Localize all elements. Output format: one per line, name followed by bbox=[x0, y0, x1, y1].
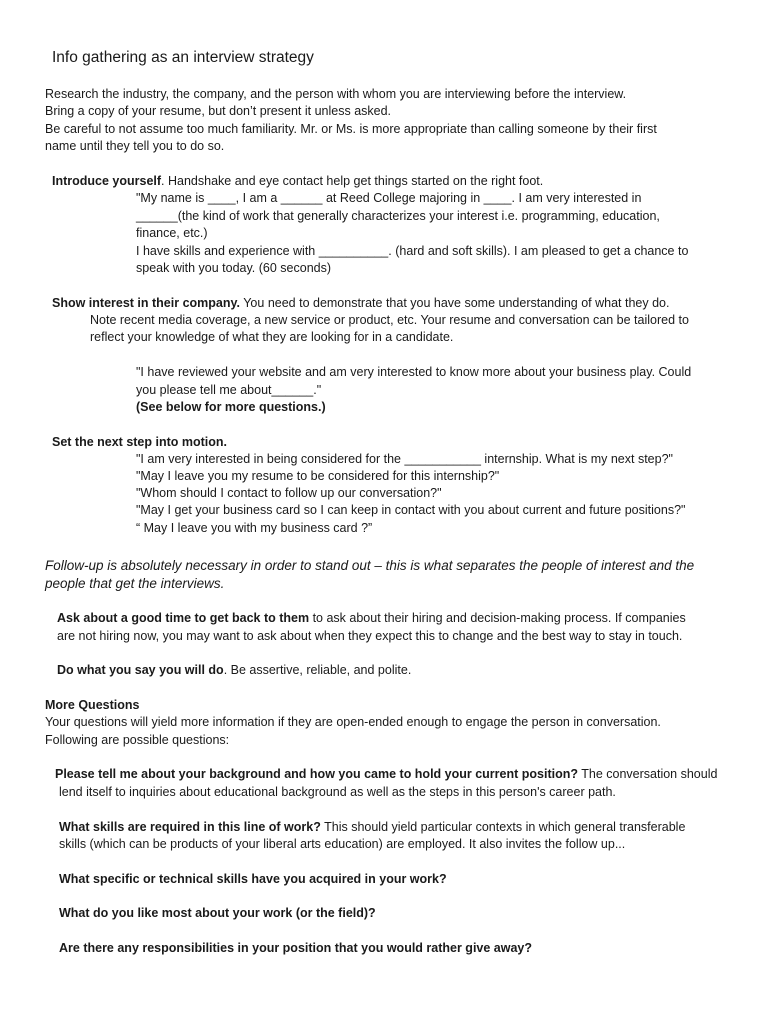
intro-line: Research the industry, the company, and the person with whom you are interviewing before the interview. bbox=[45, 87, 627, 101]
interest-line: Note recent media coverage, a new service or product, etc. Your resume and conversation can be tailored to bbox=[90, 313, 689, 327]
question-2 bbox=[59, 819, 685, 837]
question-2-line: skills (which can be products of your liberal arts education) are employed. It also invites the follow up... bbox=[59, 837, 626, 851]
interest-line: reflect your knowledge of what they are looking for in a candidate. bbox=[90, 330, 454, 344]
question-2-text: This should yield particular contexts in which general transferable bbox=[320, 820, 686, 834]
ask-paragraph bbox=[57, 610, 686, 628]
introduce-script-line: I have skills and experience with __________. (hard and soft skills). I am pleased to get a chance to bbox=[136, 244, 689, 258]
see-below-note: (See below for more questions.) bbox=[136, 400, 326, 414]
question-4: What do you like most about your work (or the field)? bbox=[59, 906, 376, 920]
next-step-line: "Whom should I contact to follow up our conversation?" bbox=[136, 486, 442, 500]
do-say-paragraph bbox=[57, 662, 411, 680]
intro-line: Bring a copy of your resume, but don’t present it unless asked. bbox=[45, 104, 392, 118]
next-step-heading: Set the next step into motion. bbox=[52, 435, 228, 449]
page-title: Info gathering as an interview strategy bbox=[52, 49, 314, 66]
more-questions-heading: More Questions bbox=[45, 698, 140, 712]
introduce-script-line: ______(the kind of work that generally characterizes your interest i.e. programming, education, bbox=[136, 209, 660, 223]
interest-paragraph bbox=[52, 295, 669, 313]
interest-text: You need to demonstrate that you have some understanding of what they do. bbox=[240, 296, 670, 310]
more-questions-line: Your questions will yield more information if they are open-ended enough to engage the person in conversation. bbox=[45, 715, 661, 729]
question-1 bbox=[55, 766, 717, 784]
ask-heading: Ask about a good time to get back to them bbox=[57, 611, 310, 625]
next-step-line: "May I leave you my resume to be considered for this internship?" bbox=[136, 469, 500, 483]
introduce-script-line: speak with you today. (60 seconds) bbox=[136, 261, 332, 275]
introduce-text: . Handshake and eye contact help get things started on the right foot. bbox=[161, 174, 544, 188]
ask-line: are not hiring now, you may want to ask about when they expect this to change and the best way to stay in touch. bbox=[57, 629, 683, 643]
more-questions-line: Following are possible questions: bbox=[45, 733, 230, 747]
introduce-script-line: finance, etc.) bbox=[136, 226, 208, 240]
question-1-text: The conversation should bbox=[578, 767, 718, 781]
do-say-text: . Be assertive, reliable, and polite. bbox=[223, 663, 412, 677]
interest-quote-line: you please tell me about______." bbox=[136, 383, 322, 397]
introduce-paragraph bbox=[52, 173, 543, 191]
question-1-heading: Please tell me about your background and how you came to hold your current position? bbox=[55, 767, 578, 781]
question-5: Are there any responsibilities in your position that you would rather give away? bbox=[59, 941, 533, 955]
question-3: What specific or technical skills have you acquired in your work? bbox=[59, 872, 447, 886]
introduce-heading: Introduce yourself bbox=[52, 174, 162, 188]
ask-text: to ask about their hiring and decision-making process. If companies bbox=[309, 611, 686, 625]
intro-line: name until they tell you to do so. bbox=[45, 139, 225, 153]
next-step-line: "I am very interested in being considered for the ___________ internship. What is my next step?" bbox=[136, 452, 673, 466]
interest-quote-line: "I have reviewed your website and am very interested to know more about your business play. Could bbox=[136, 365, 692, 379]
next-step-line: "May I get your business card so I can keep in contact with you about current and future positions?" bbox=[136, 503, 686, 517]
followup-line: Follow-up is absolutely necessary in order to stand out – this is what separates the people of interest and the bbox=[45, 558, 695, 573]
question-1-line: lend itself to inquiries about educational background as well as the steps in this person's career path. bbox=[59, 785, 616, 799]
do-say-heading: Do what you say you will do bbox=[57, 663, 224, 677]
intro-line: Be careful to not assume too much familiarity. Mr. or Ms. is more appropriate than calling someone by their first bbox=[45, 122, 657, 136]
interest-heading: Show interest in their company. bbox=[52, 296, 240, 310]
followup-line: people that get the interviews. bbox=[45, 576, 225, 591]
question-2-heading: What skills are required in this line of work? bbox=[59, 820, 321, 834]
next-step-line: “ May I leave you with my business card ?” bbox=[136, 521, 373, 535]
introduce-script-line: "My name is ____, I am a ______ at Reed College majoring in ____. I am very interested in bbox=[136, 191, 642, 205]
